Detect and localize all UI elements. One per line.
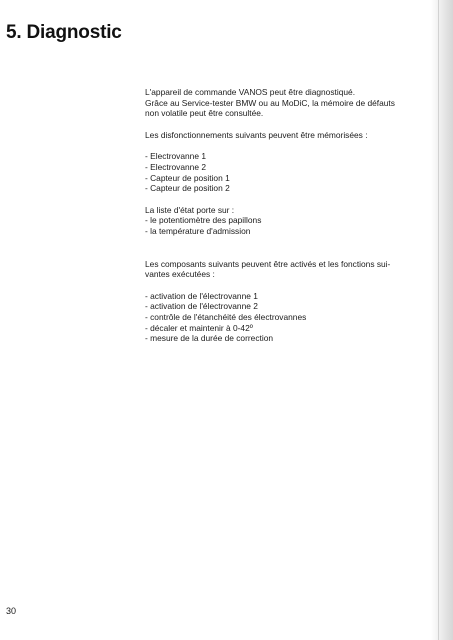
list-item: - activation de l'électrovanne 1 [145,290,258,301]
list-item: - Electrovanne 2 [145,161,206,172]
page-edge-line [438,0,439,640]
status-list-title: La liste d'état porte sur : [145,204,235,215]
section-heading: 5. Diagnostic [6,22,122,43]
list-item: - mesure de la durée de correction [145,333,274,344]
list-item: - Electrovanne 1 [145,151,206,162]
body-text [145,87,420,344]
page-number: 30 [6,606,17,616]
list-item: - le potentiomètre des papillons [145,215,262,226]
list-item: - Capteur de position 2 [145,183,230,194]
list-item: - la température d'admission [145,225,251,236]
list-item: - activation de l'électrovanne 2 [145,301,258,312]
list-item: - contrôle de l'étanchéité des électrovannes [145,311,307,322]
faults-title: Les disfonctionnements suivants peuvent être mémorisées : [145,129,368,140]
components-title-line-1: Les composants suivants peuvent être activés et les fonctions sui- [145,258,391,269]
list-item: - Capteur de position 1 [145,172,230,183]
intro-line-3: non volatile peut être consultée. [145,108,264,119]
page-edge-shadow [431,0,453,640]
components-title-line-2: vantes exécutées : [145,269,215,280]
intro-line-1: L'appareil de commande VANOS peut être diagnostiqué. [145,87,356,97]
list-item: - décaler et maintenir à 0-42º [145,322,253,333]
intro-line-2: Grâce au Service-tester BMW ou au MoDiC, la mémoire de défauts [145,97,395,108]
